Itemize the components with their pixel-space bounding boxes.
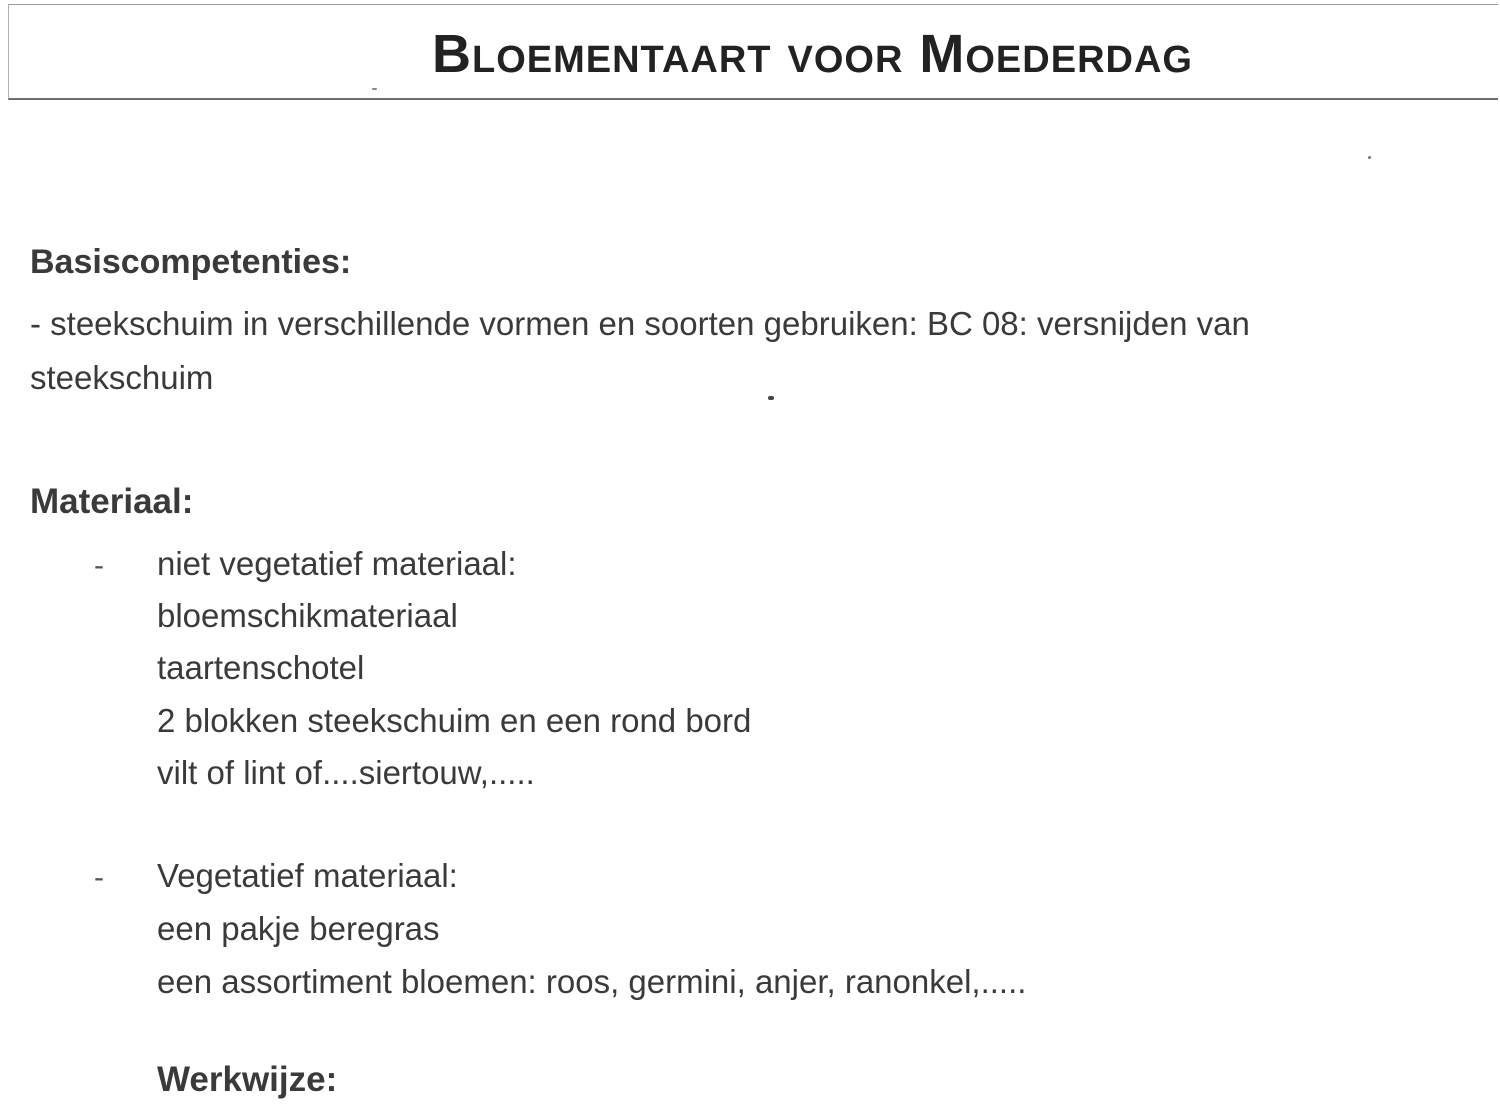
page-title: Bloementaart voor Moederdag	[432, 24, 1193, 84]
basiscompetenties-line: steekschuim	[30, 359, 214, 396]
materiaal-heading: Materiaal:	[30, 482, 194, 521]
list-item: niet vegetatief materiaal:	[157, 545, 517, 582]
list-bullet: -	[94, 549, 104, 582]
basiscompetenties-heading: Basiscompetenties:	[30, 243, 352, 281]
list-item: taartenschotel	[157, 649, 365, 686]
list-item: Vegetatief materiaal:	[157, 857, 458, 894]
list-item: bloemschikmateriaal	[157, 597, 458, 634]
scan-speck	[768, 396, 774, 400]
basiscompetenties-line: - steekschuim in verschillende vormen en soorten gebruiken: BC 08: versnijden van	[30, 305, 1250, 342]
scan-speck	[372, 88, 377, 90]
list-item: 2 blokken steekschuim en een rond bord	[157, 702, 752, 739]
werkwijze-heading: Werkwijze:	[157, 1060, 338, 1099]
list-bullet: -	[94, 861, 104, 894]
list-item: vilt of lint of....siertouw,.....	[157, 754, 535, 791]
scan-speck	[1368, 156, 1371, 159]
list-item: een pakje beregras	[157, 910, 440, 947]
list-item: een assortiment bloemen: roos, germini, anjer, ranonkel,.....	[157, 963, 1027, 1000]
